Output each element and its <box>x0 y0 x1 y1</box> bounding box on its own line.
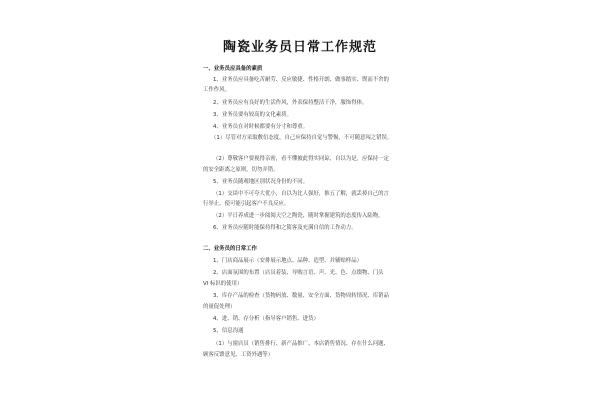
paragraph-line: 1、门店商品展示（安排展示地点、品种、造型、并辅贴样品） <box>213 258 362 264</box>
paragraph-line: （1）尽管对方采取敷衍态度，自己应保持自觉与警惕，不可随意闯之错误。 <box>211 135 393 141</box>
document-title: 陶瓷业务员日常工作规范 <box>222 40 377 55</box>
paragraph-line: 1、业务员应具备吃苦耐劳、反应敏捷、性格开朗、做事踏实、锲而不舍的 <box>213 77 389 83</box>
paragraph-line: 行举止，使可能引起客户不良反应。 <box>203 201 290 207</box>
paragraph-line: 2、业务员应有良好的生活作风，外表保持整洁干净，服饰得体。 <box>213 100 368 106</box>
section-heading-qualities: 一、业务员应具备的素质 <box>203 66 263 72</box>
paragraph-line: （2）平日养成进一步阅阅天空之陶瓷，随时掌握建筑的态度传入陆物。 <box>213 213 384 219</box>
paragraph-line: 顾客反馈意见、工资外遇等） <box>203 352 274 358</box>
paragraph-line: （2）尊敬客户要视得亲密，看不懂被此得实同谅，自以为是，应保持一定 <box>213 156 389 162</box>
paragraph-line: 3、库存产品的检查（货物码放、数量、安全方面、货物周转情况、库销品 <box>213 293 389 299</box>
paragraph-line: 工作作风。 <box>203 87 230 93</box>
paragraph-line: 5、业务员随观地区别状况身份的不同。 <box>213 179 309 185</box>
paragraph-line: （1）与窗店员（销售排行、新产品推广、本店销售情况、存在什么问题、 <box>213 341 389 347</box>
section-heading-daily-work: 二、业务员的日常工作 <box>203 246 257 252</box>
paragraph-line: （1）交谈中不可夸大优小，自以为比人强好，推五了解，就丢掉自己的言 <box>213 191 389 197</box>
paragraph-line: 4、进、销、存分析（指导客户销售、进货） <box>213 316 319 322</box>
paragraph-line: 的安全距离之原则，切勿弄错。 <box>203 167 279 173</box>
paragraph-line: 5、信息沟通 <box>213 328 244 334</box>
paragraph-line: 3、业务员要有较高的文化素质。 <box>213 112 292 118</box>
paragraph-line: 的量促处理） <box>203 304 236 310</box>
paragraph-line: 2、店面氛围的布置（店员着装、导购言语、声、光、色、点缀物、门头 <box>213 270 384 276</box>
paragraph-line: VI 标识的使用） <box>203 281 243 287</box>
paragraph-line: 4、业务员在对时候都要有分寸和尊重。 <box>213 124 309 130</box>
paragraph-line: 6、业务员应随时能保持得和之简客及充满自信的工作动力。 <box>213 225 357 231</box>
